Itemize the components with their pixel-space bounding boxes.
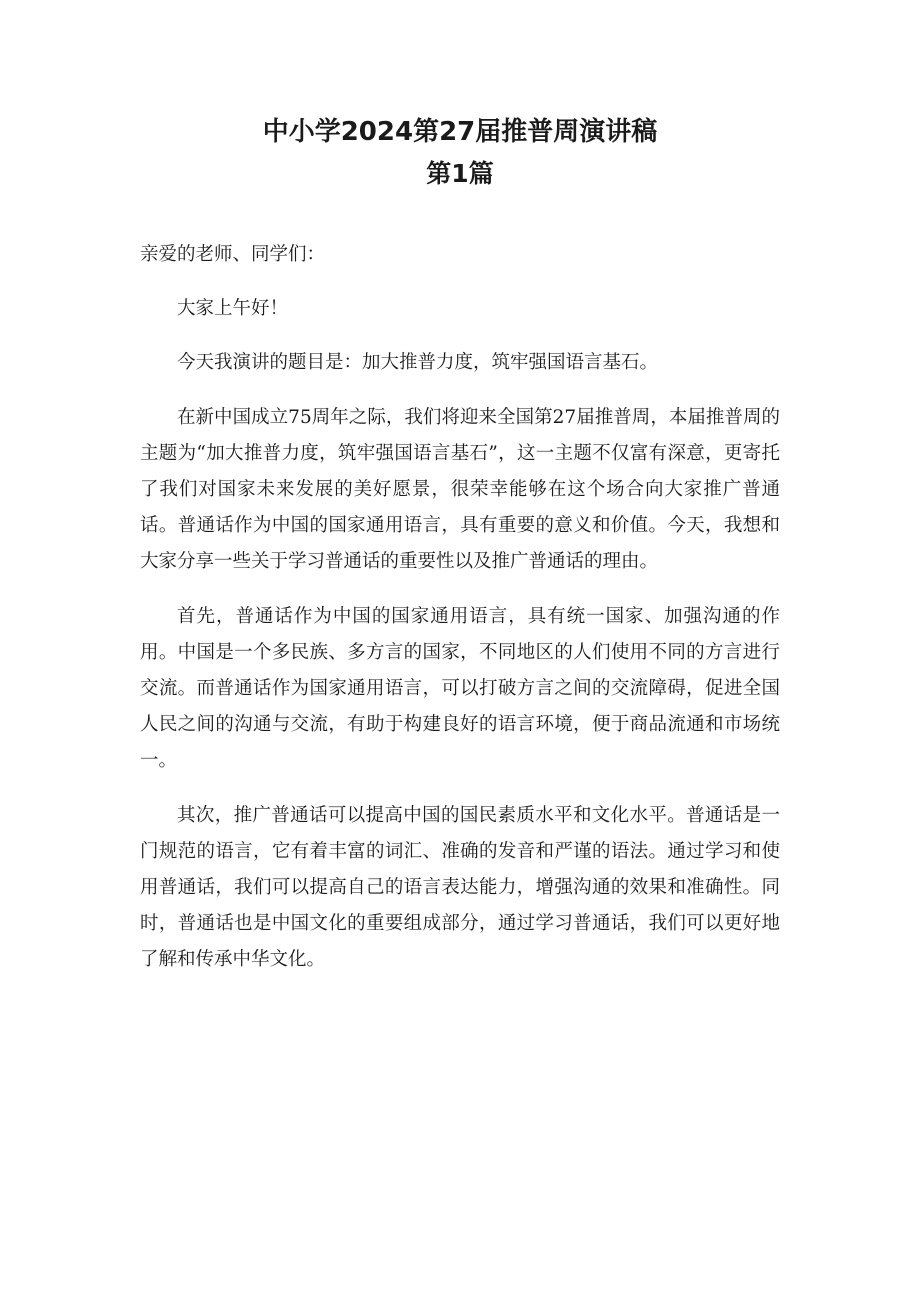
paragraph-topic: 今天我演讲的题目是：加大推普力度，筑牢强国语言基石。 xyxy=(177,352,659,374)
paragraph-intro: 在新中国成立75周年之际，我们将迎来全国第27届推普周，本届推普周的主题为“加大推普力度，筑牢强国语言基石”，这一主题不仅富有深意，更寄托了我们对国家未来发展的美好愿景，很荣幸能够在这个场合向大家推广普通话。普通话作为中国的国家通用语言，具有重要的意义和价值。今天，我想和大家分享一些关于学习普通话的重要性以及推广普通话的理由。 xyxy=(140,406,780,573)
paragraph-first-point: 首先，普通话作为中国的国家通用语言，具有统一国家、加强沟通的作用。中国是一个多民族、多方言的国家，不同地区的人们使用不同的方言进行交流。而普通话作为国家通用语言，可以打破方言之间的交流障碍，促进全国人民之间的沟通与交流，有助于构建良好的语言环境，便于商品流通和市场统一。 xyxy=(140,605,780,772)
paragraph-second-point: 其次，推广普通话可以提高中国的国民素质水平和文化水平。普通话是一门规范的语言，它有着丰富的词汇、准确的发音和严谨的语法。通过学习和使用普通话，我们可以提高自己的语言表达能力，增强沟通的效果和准确性。同时，普通话也是中国文化的重要组成部分，通过学习普通话，我们可以更好地了解和传承中华文化。 xyxy=(140,804,780,971)
paragraph-greeting: 大家上午好！ xyxy=(177,298,289,320)
salutation: 亲爱的老师、同学们： xyxy=(140,244,326,265)
document-body xyxy=(140,237,780,979)
document-title: 中小学2024第27届推普周演讲稿 xyxy=(262,117,658,147)
document-subtitle: 第1篇 xyxy=(426,159,494,188)
